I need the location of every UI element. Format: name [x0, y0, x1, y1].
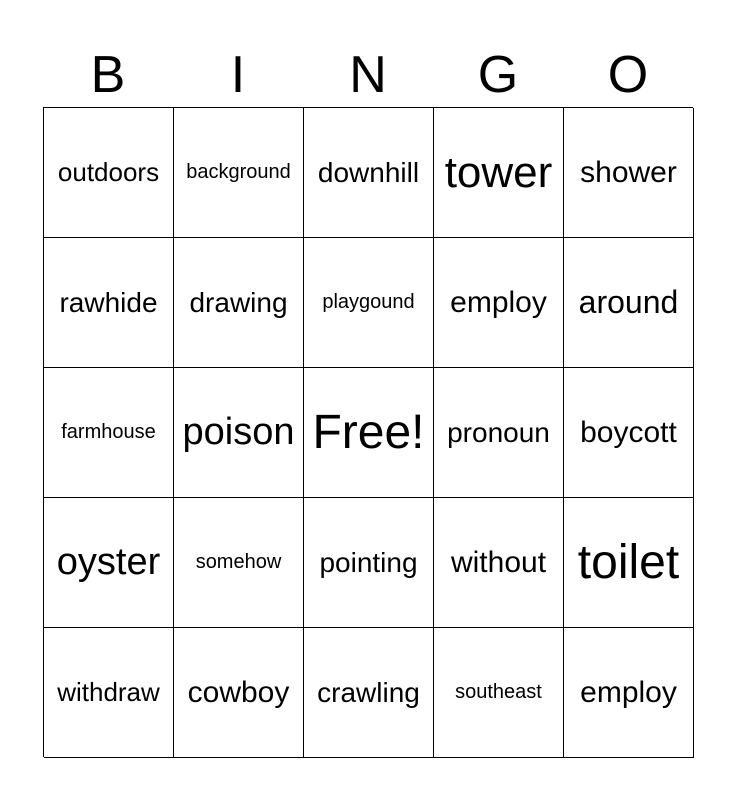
bingo-cell: farmhouse [44, 368, 174, 498]
free-space: Free! [304, 368, 434, 498]
bingo-cell: rawhide [44, 238, 174, 368]
bingo-cell: boycott [564, 368, 694, 498]
bingo-cell: cowboy [174, 628, 304, 758]
bingo-cell: southeast [434, 628, 564, 758]
bingo-cell: around [564, 238, 694, 368]
bingo-cell: outdoors [44, 108, 174, 238]
bingo-cell: tower [434, 108, 564, 238]
bingo-cell: playgound [304, 238, 434, 368]
header-letter-n: N [349, 46, 387, 104]
header-letter-g: G [477, 46, 519, 104]
bingo-cell: crawling [304, 628, 434, 758]
header-letter-b: B [90, 46, 126, 104]
bingo-cell: pointing [304, 498, 434, 628]
bingo-board [43, 107, 693, 757]
bingo-header [43, 44, 693, 106]
bingo-cell: somehow [174, 498, 304, 628]
bingo-cell: oyster [44, 498, 174, 628]
bingo-cell: employ [564, 628, 694, 758]
header-letter-i: I [230, 46, 246, 104]
bingo-cell: drawing [174, 238, 304, 368]
bingo-cell: withdraw [44, 628, 174, 758]
bingo-cell: toilet [564, 498, 694, 628]
bingo-cell: pronoun [434, 368, 564, 498]
header-letter-o: O [607, 46, 649, 104]
bingo-cell: shower [564, 108, 694, 238]
bingo-cell: employ [434, 238, 564, 368]
bingo-cell: poison [174, 368, 304, 498]
bingo-cell: downhill [304, 108, 434, 238]
bingo-cell: background [174, 108, 304, 238]
bingo-cell: without [434, 498, 564, 628]
